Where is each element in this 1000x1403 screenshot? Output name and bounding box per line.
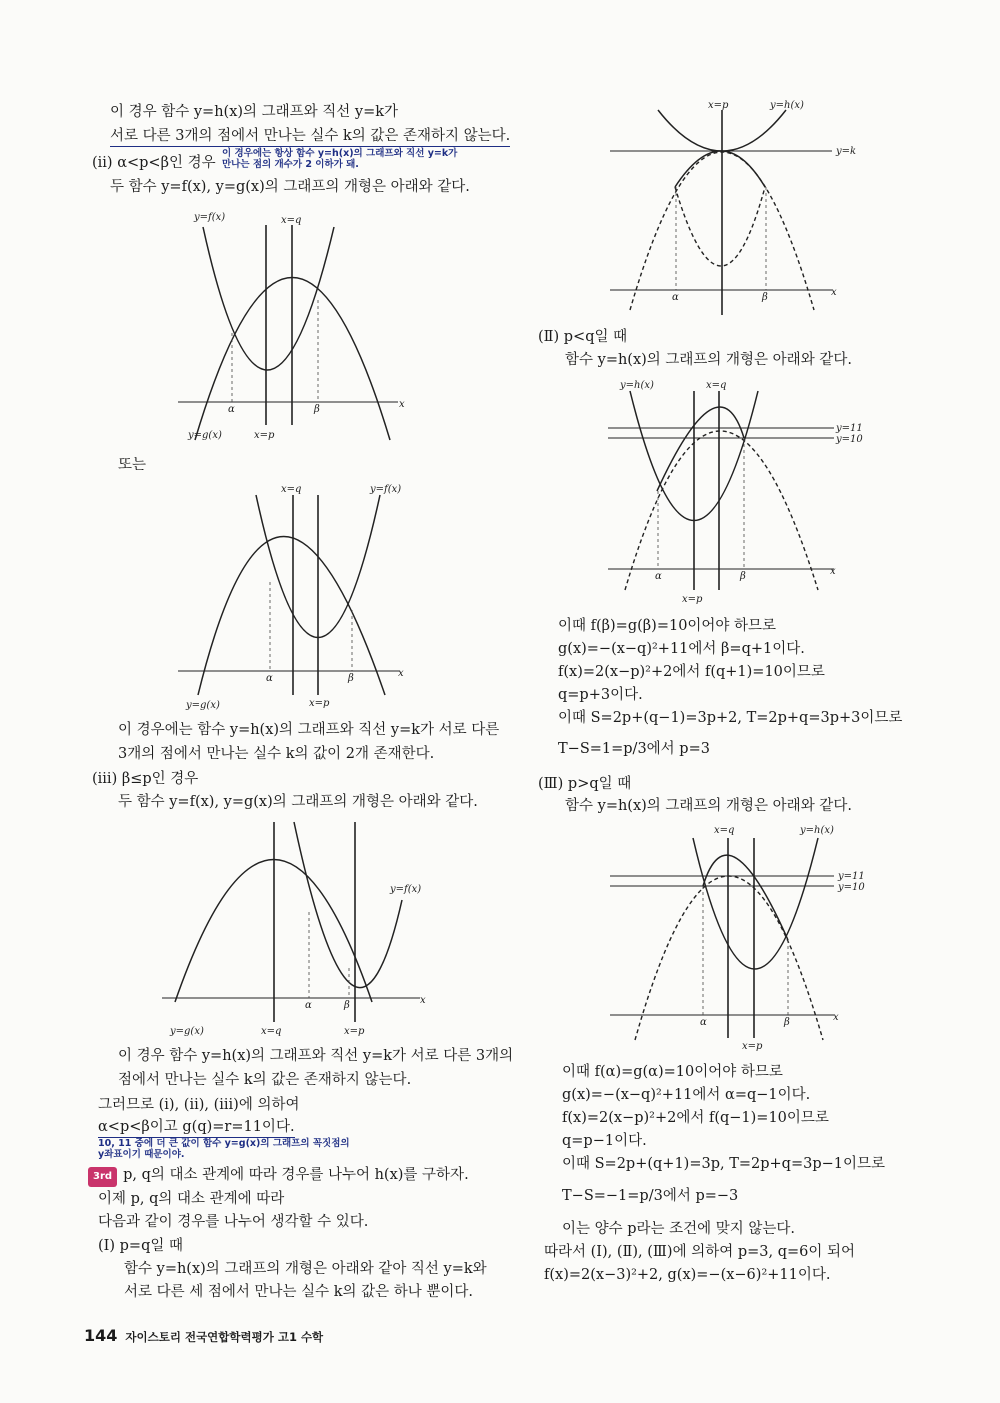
text-line: 이때 f(α)=g(α)=10이어야 하므로 — [562, 1064, 783, 1080]
case-heading: (ii) α<p<β인 경우 — [92, 155, 216, 171]
text-line: 이때 S=2p+(q+1)=3p, T=2p+q=3p−1이므로 — [562, 1156, 886, 1172]
page-footer — [84, 1326, 323, 1345]
text-line: 함수 y=h(x)의 그래프의 개형은 아래와 같아 직선 y=k와 — [124, 1261, 487, 1277]
note-line: 이 경우에는 항상 함수 y=h(x)의 그래프와 직선 y=k가 — [222, 148, 458, 159]
label-yh: y=h(x) — [770, 100, 804, 111]
label-beta: β — [762, 292, 768, 303]
label-xp: x=p — [309, 698, 330, 709]
text-line: 이때 S=2p+(q−1)=3p+2, T=2p+q=3p+3이므로 — [558, 710, 903, 726]
text-line: 두 함수 y=f(x), y=g(x)의 그래프의 개형은 아래와 같다. — [118, 794, 478, 810]
label-xp: x=p — [344, 1026, 365, 1037]
label-xq: x=q — [281, 215, 302, 226]
text-line: 이 경우에는 함수 y=h(x)의 그래프와 직선 y=k가 서로 다른 — [118, 722, 500, 738]
label-yg: y=g(x) — [186, 700, 220, 711]
label-y10: y=10 — [836, 434, 863, 445]
x-axis-label: x — [398, 668, 404, 679]
label-alpha: α — [700, 1017, 707, 1028]
label-y10: y=10 — [838, 882, 865, 893]
case-heading: (Ⅰ) p=q일 때 — [98, 1238, 183, 1254]
note-line: 10, 11 중에 더 큰 값이 함수 y=g(x)의 그래프의 꼭짓점의 — [98, 1138, 350, 1149]
book-title: 자이스토리 전국연합학력평가 고1 수학 — [125, 1330, 324, 1344]
text-line: T−S=1=p/3에서 p=3 — [558, 741, 710, 757]
label-beta: β — [344, 1000, 350, 1011]
curve-h-f — [693, 838, 818, 969]
text-line: 이제 p, q의 대소 관계에 따라 — [98, 1191, 285, 1207]
note-line: y좌표이기 때문이야. — [98, 1149, 185, 1160]
label-alpha: α — [228, 404, 235, 415]
label-xq: x=q — [281, 484, 302, 495]
label-beta: β — [740, 571, 746, 582]
step-text: p, q의 대소 관계에 따라 경우를 나누어 h(x)를 구하자. — [123, 1167, 469, 1183]
text-line: 점에서 만나는 실수 k의 값은 존재하지 않는다. — [118, 1072, 412, 1088]
text-or: 또는 — [118, 457, 147, 473]
text-line: 이 경우 함수 y=h(x)의 그래프와 직선 y=k가 서로 다른 3개의 — [118, 1048, 514, 1064]
label-alpha: α — [672, 292, 679, 303]
text-line: q=p−1이다. — [562, 1133, 647, 1149]
curve-h-g — [703, 855, 788, 940]
text-line: 이는 양수 p라는 조건에 맞지 않는다. — [562, 1221, 796, 1237]
label-xp: x=p — [682, 594, 703, 605]
text-line: 이 경우 함수 y=h(x)의 그래프와 직선 y=k가 — [110, 104, 399, 120]
underlined-text: 서로 다른 3개의 점에서 만나는 실수 k의 값은 존재하지 않는다. — [110, 127, 510, 147]
text-line: 다음과 같이 경우를 나누어 생각할 수 있다. — [98, 1214, 369, 1230]
text-line: 그러므로 (i), (ii), (iii)에 의하여 — [98, 1097, 300, 1113]
x-axis-label: x — [399, 399, 405, 410]
text-line: 함수 y=h(x)의 그래프의 개형은 아래와 같다. — [565, 352, 852, 368]
text-line: 이때 f(β)=g(β)=10이어야 하므로 — [558, 618, 777, 634]
case-heading: (Ⅲ) p>q일 때 — [538, 776, 632, 792]
text-line: 두 함수 y=f(x), y=g(x)의 그래프의 개형은 아래와 같다. — [110, 179, 470, 195]
text-line: g(x)=−(x−q)²+11에서 β=q+1이다. — [558, 641, 805, 657]
x-axis-label: x — [833, 1012, 839, 1023]
label-alpha: α — [655, 571, 662, 582]
label-beta: β — [784, 1017, 790, 1028]
x-axis-label: x — [830, 566, 836, 577]
step-badge: 3rd — [88, 1167, 117, 1187]
text-line: f(x)=2(x−p)²+2에서 f(q+1)=10이므로 — [558, 664, 825, 680]
text-line: 따라서 (Ⅰ), (Ⅱ), (Ⅲ)에 의하여 p=3, q=6이 되어 — [544, 1244, 855, 1260]
page-number: 144 — [84, 1326, 118, 1345]
case-heading: (Ⅱ) p<q일 때 — [538, 329, 628, 345]
x-axis-label: x — [831, 287, 837, 298]
case-heading: (iii) β≤p인 경우 — [92, 771, 199, 787]
label-yk: y=k — [836, 146, 857, 157]
label-y11: y=11 — [838, 871, 865, 882]
label-xq: x=q — [706, 380, 727, 391]
text-line: f(x)=2(x−p)²+2에서 f(q−1)=10이므로 — [562, 1110, 829, 1126]
text-line: 함수 y=h(x)의 그래프의 개형은 아래와 같다. — [565, 798, 852, 814]
text-line: 3개의 점에서 만나는 실수 k의 값이 2개 존재한다. — [118, 746, 435, 762]
x-axis-label: x — [420, 995, 426, 1006]
label-yf: y=f(x) — [194, 212, 226, 223]
text-line: 서로 다른 세 점에서 만나는 실수 k의 값은 하나 뿐이다. — [124, 1284, 474, 1300]
label-yf: y=f(x) — [370, 484, 402, 495]
label-yf: y=f(x) — [390, 884, 422, 895]
note-line: 만나는 점의 개수가 2 이하가 돼. — [222, 159, 359, 170]
text-line: g(x)=−(x−q)²+11에서 α=q−1이다. — [562, 1087, 811, 1103]
label-y11: y=11 — [836, 423, 863, 434]
text-line: T−S=−1=p/3에서 p=−3 — [562, 1188, 739, 1204]
label-yh: y=h(x) — [620, 380, 654, 391]
label-xp: x=p — [254, 430, 275, 441]
underlined-text: α<p<β이고 g(q)=r=11이다. — [98, 1118, 295, 1138]
side-note — [98, 1138, 350, 1160]
label-beta: β — [314, 404, 320, 415]
label-beta: β — [348, 673, 354, 684]
text-line: q=p+3이다. — [558, 687, 643, 703]
text-line: f(x)=2(x−3)²+2, g(x)=−(x−6)²+11이다. — [544, 1267, 831, 1283]
curve-f — [294, 822, 402, 988]
label-alpha: α — [305, 1000, 312, 1011]
label-xp: x=p — [742, 1041, 763, 1052]
label-xp: x=p — [708, 100, 729, 111]
label-xq: x=q — [714, 825, 735, 836]
label-alpha: α — [266, 673, 273, 684]
label-xq: x=q — [261, 1026, 282, 1037]
label-yh: y=h(x) — [800, 825, 834, 836]
step-line — [88, 1166, 469, 1187]
label-yg: y=g(x) — [170, 1026, 204, 1037]
label-yg: y=g(x) — [188, 430, 222, 441]
